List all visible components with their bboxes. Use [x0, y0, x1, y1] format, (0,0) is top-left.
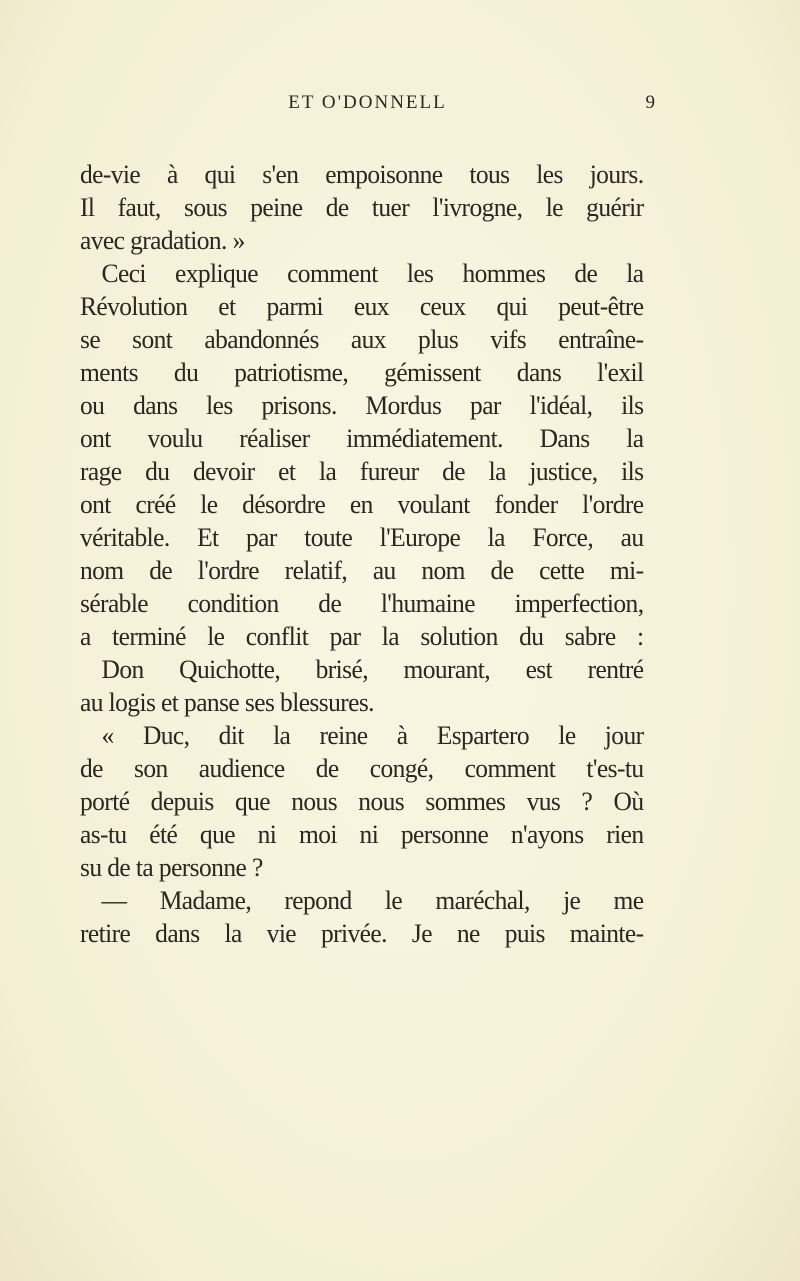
text-line: véritable. Et par toute l'Europe la Force, au	[80, 523, 644, 552]
text-line: ont voulu réaliser immédiatement. Dans la	[80, 424, 644, 453]
text-line: ments du patriotisme, gémissent dans l'exil	[80, 358, 644, 387]
text-line: nom de l'ordre relatif, au nom de cette mi-	[80, 556, 644, 585]
text-line: ou dans les prisons. Mordus par l'idéal, ils	[80, 391, 644, 420]
text-line: de-vie à qui s'en empoisonne tous les jours.	[80, 160, 644, 189]
text-line: su de ta personne ?	[80, 853, 263, 882]
text-line: Ceci explique comment les hommes de la	[101, 259, 644, 288]
page-header	[80, 92, 655, 122]
text-line: — Madame, repond le maréchal, je me	[101, 886, 644, 915]
text-line: « Duc, dit la reine à Espartero le jour	[101, 721, 644, 750]
text-line: a terminé le conflit par la solution du sabre :	[80, 622, 644, 651]
text-line: retire dans la vie privée. Je ne puis mainte-	[80, 919, 644, 948]
text-line: de son audience de congé, comment t'es-tu	[80, 754, 644, 783]
text-line: sérable condition de l'humaine imperfection,	[80, 589, 644, 618]
body-text	[80, 158, 655, 950]
running-title: ET O'DONNELL	[288, 92, 447, 113]
text-line: rage du devoir et la fureur de la justice, ils	[80, 457, 644, 486]
text-line: Il faut, sous peine de tuer l'ivrogne, le guérir	[80, 193, 644, 222]
text-line: ont créé le désordre en voulant fonder l'ordre	[80, 490, 644, 519]
text-line: Don Quichotte, brisé, mourant, est rentré	[101, 655, 644, 684]
page-number: 9	[645, 92, 655, 113]
text-line: as-tu été que ni moi ni personne n'ayons rien	[80, 820, 644, 849]
text-line: se sont abandonnés aux plus vifs entraîne-	[80, 325, 644, 354]
text-line: Révolution et parmi eux ceux qui peut-être	[80, 292, 644, 321]
text-line: porté depuis que nous nous sommes vus ? Où	[80, 787, 644, 816]
text-line: avec gradation. »	[80, 226, 245, 255]
text-line: au logis et panse ses blessures.	[80, 688, 374, 717]
